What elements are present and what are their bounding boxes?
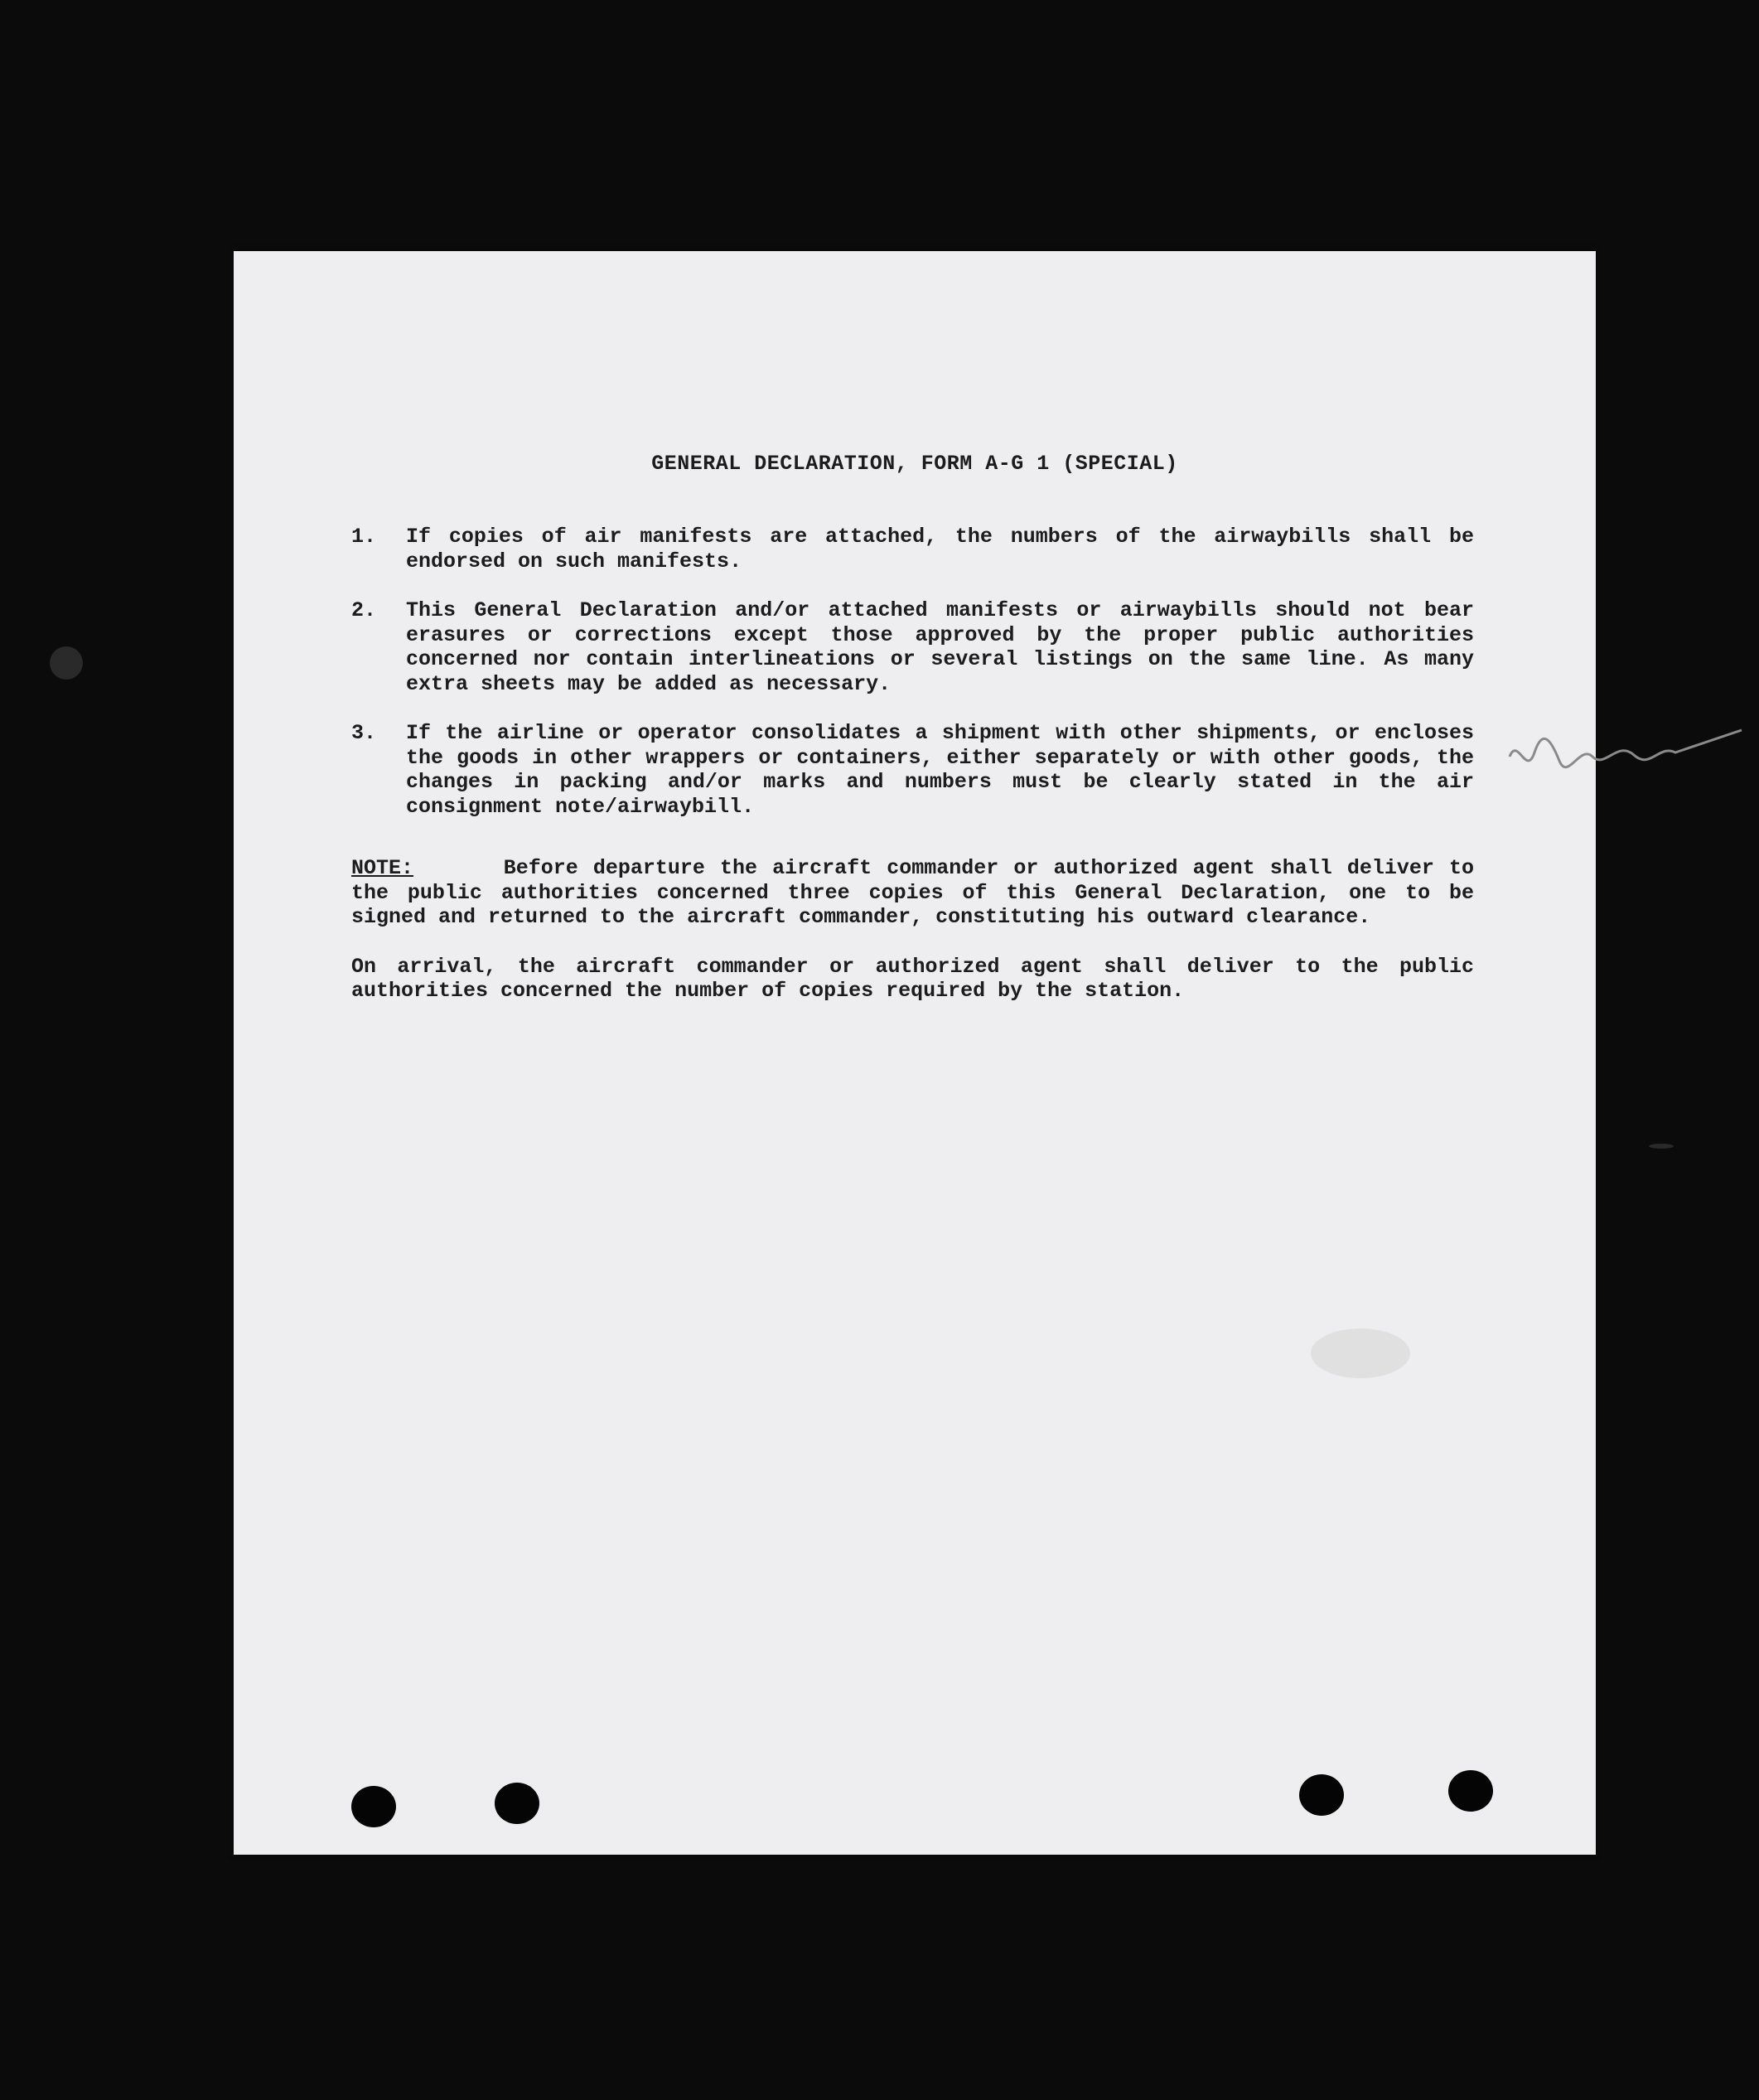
punch-hole <box>1299 1774 1344 1816</box>
document-body <box>351 525 1474 1004</box>
document-page <box>234 251 1596 1855</box>
handwritten-signature <box>1501 723 1750 790</box>
note-text: Before departure the aircraft commander or authorized agent shall deliver to the public authorities concerned three copies of this General Declaration, one to be signed and returned to the aircraft commander, constituting his outward clearance. <box>351 856 1474 929</box>
note-label: NOTE: <box>351 856 414 880</box>
faint-smudge <box>1311 1328 1410 1378</box>
item-number: 1. <box>351 525 377 549</box>
item-number: 3. <box>351 721 377 745</box>
punch-hole <box>1448 1770 1493 1812</box>
document-title: GENERAL DECLARATION, FORM A-G 1 (SPECIAL) <box>651 452 1178 476</box>
item-number: 2. <box>351 598 377 622</box>
list-item <box>351 721 1474 819</box>
list-item <box>351 598 1474 696</box>
arrival-paragraph: On arrival, the aircraft commander or authorized agent shall deliver to the public authorities concerned the number of copies required by the station. <box>351 954 1474 1003</box>
backdrop-speck <box>1649 1144 1674 1149</box>
list-item <box>351 525 1474 573</box>
item-text: This General Declaration and/or attached manifests or airwaybills should not bear erasures or corrections except those approved by the proper public authorities concerned nor contain interlineations or several listings on the same line. As many extra sheets may be added as necessary. <box>406 598 1474 696</box>
item-text: If copies of air manifests are attached, the numbers of the airwaybills shall be endorsed on such manifests. <box>406 525 1474 573</box>
note-paragraph <box>351 856 1474 930</box>
backdrop-speck <box>50 646 83 680</box>
item-text: If the airline or operator consolidates a shipment with other shipments, or encloses the goods in other wrappers or containers, either separately or with other goods, the changes in packing and/or marks and numbers must be clearly stated in the air consignment note/airwaybill. <box>406 721 1474 819</box>
punch-hole <box>351 1786 396 1827</box>
punch-hole <box>495 1783 539 1824</box>
